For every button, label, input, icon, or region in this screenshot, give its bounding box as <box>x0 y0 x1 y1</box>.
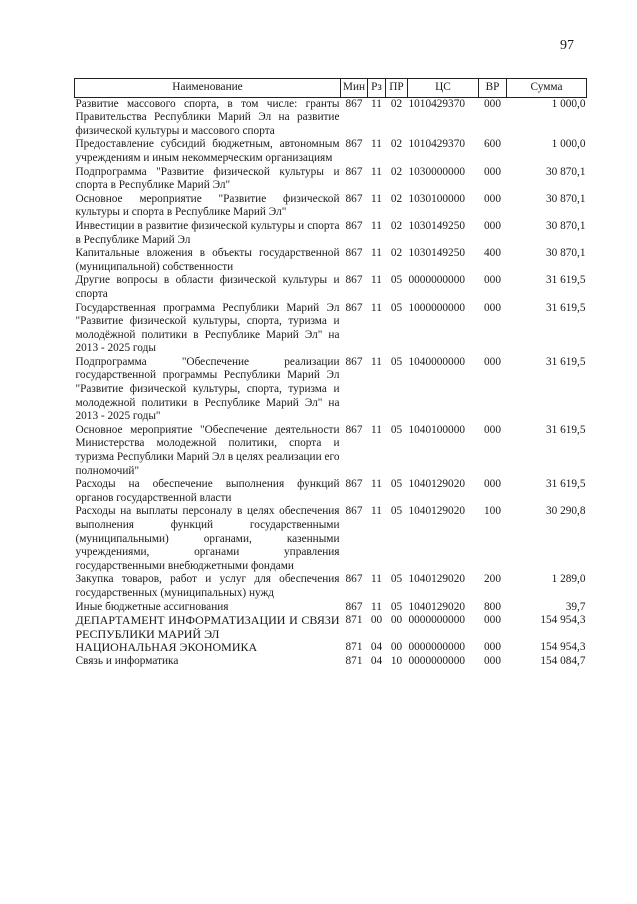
row-min: 867 <box>345 505 363 518</box>
row-pr: 05 <box>390 600 403 613</box>
row-vr: 000 <box>484 192 501 205</box>
row-pr: 05 <box>390 478 403 491</box>
row-rz: 11 <box>371 423 382 436</box>
header-min: Мин <box>341 79 368 98</box>
row-sum: 1 000,0 <box>551 138 586 151</box>
row-vr: 000 <box>484 614 501 627</box>
row-min: 871 <box>345 614 363 627</box>
header-rz: Рз <box>368 79 386 98</box>
row-name: Инвестиции в развитие физической культуры и спорта в Республике Марий Эл <box>75 219 340 246</box>
row-cs: 1010429370 <box>408 97 465 110</box>
row-min: 867 <box>345 423 363 436</box>
row-min: 867 <box>345 573 363 586</box>
row-rz: 00 <box>370 614 383 627</box>
row-vr: 600 <box>484 138 501 151</box>
row-pr: 02 <box>390 138 403 151</box>
row-pr: 00 <box>390 641 403 654</box>
row-name: Иные бюджетные ассигнования <box>75 600 229 613</box>
row-sum: 31 619,5 <box>545 301 586 314</box>
row-vr: 000 <box>484 219 501 232</box>
row-vr: 800 <box>484 600 501 613</box>
row-vr: 000 <box>484 301 501 314</box>
table-row <box>75 97 587 138</box>
table-header-row <box>75 79 587 98</box>
row-cs: 1030100000 <box>408 192 465 205</box>
row-name: Капитальные вложения в объекты государственной (муниципальной) собственности <box>75 247 340 273</box>
row-vr: 400 <box>484 247 501 260</box>
row-pr: 10 <box>390 654 403 667</box>
row-sum: 154 954,3 <box>540 641 586 654</box>
row-min: 867 <box>345 478 363 491</box>
table-row <box>75 302 587 356</box>
row-rz: 11 <box>371 573 382 586</box>
header-cs: ЦС <box>408 79 479 98</box>
row-name: Предоставление субсидий бюджетным, автономным учреждениям и иным некоммерческим организациям <box>75 138 340 164</box>
row-pr: 05 <box>390 301 403 314</box>
table-row <box>75 478 587 505</box>
row-rz: 04 <box>370 654 383 667</box>
row-vr: 000 <box>484 423 501 436</box>
row-pr: 02 <box>390 165 403 178</box>
row-pr: 02 <box>390 192 403 205</box>
header-pr: ПР <box>386 79 408 98</box>
row-cs: 1040100000 <box>408 423 465 436</box>
row-cs: 1040129020 <box>408 505 465 518</box>
row-min: 871 <box>345 641 363 654</box>
row-name: Подпрограмма "Обеспечение реализации государственной программы Республики Марий Эл "Развитие физической культуры, спорта, туризма и молодежной политики в Республике Марий Эл" на 2013 - 2025 годы" <box>75 355 340 423</box>
row-min: 871 <box>345 654 363 667</box>
row-sum: 31 619,5 <box>545 478 586 491</box>
row-vr: 000 <box>484 97 501 110</box>
row-rz: 11 <box>371 355 382 368</box>
table-row <box>75 655 587 669</box>
header-name: Наименование <box>75 79 341 98</box>
row-rz: 11 <box>371 247 382 260</box>
table-row <box>75 274 587 301</box>
table-row <box>75 166 587 193</box>
row-name: Основное мероприятие "Развитие физической культуры и спорта в Республике Марий Эл" <box>75 192 340 219</box>
row-cs: 0000000000 <box>408 274 465 287</box>
table-row <box>75 424 587 478</box>
row-min: 867 <box>345 97 363 110</box>
row-sum: 1 000,0 <box>551 97 586 110</box>
row-pr: 05 <box>390 274 403 287</box>
table-row <box>75 356 587 424</box>
row-sum: 154 084,7 <box>540 654 586 667</box>
row-rz: 04 <box>370 641 383 654</box>
table-row <box>75 138 587 165</box>
row-rz: 11 <box>371 219 382 232</box>
row-cs: 1010429370 <box>408 138 465 151</box>
row-sum: 30 870,1 <box>545 192 586 205</box>
row-cs: 1040129020 <box>408 600 465 613</box>
row-cs: 1040000000 <box>408 355 465 368</box>
row-pr: 02 <box>390 97 403 110</box>
row-sum: 1 289,0 <box>551 573 586 586</box>
row-min: 867 <box>345 247 363 260</box>
row-name: Связь и информатика <box>75 654 179 667</box>
row-pr: 05 <box>390 505 403 518</box>
row-cs: 0000000000 <box>408 654 465 667</box>
row-cs: 1030000000 <box>408 165 465 178</box>
row-name: НАЦИОНАЛЬНАЯ ЭКОНОМИКА <box>75 640 258 655</box>
row-name: Подпрограмма "Развитие физической культуры и спорта в Республике Марий Эл" <box>75 165 340 192</box>
row-min: 867 <box>345 274 363 287</box>
row-vr: 200 <box>484 573 501 586</box>
row-vr: 000 <box>484 274 501 287</box>
row-vr: 000 <box>484 165 501 178</box>
page-number: 97 <box>560 38 574 53</box>
row-sum: 39,7 <box>565 600 586 613</box>
row-sum: 154 954,3 <box>540 614 586 627</box>
row-sum: 31 619,5 <box>545 355 586 368</box>
table-row <box>75 601 587 615</box>
row-pr: 05 <box>390 355 403 368</box>
row-min: 867 <box>345 165 363 178</box>
row-vr: 100 <box>484 505 501 518</box>
table-row <box>75 614 587 641</box>
row-cs: 1030149250 <box>408 219 465 232</box>
row-name: Другие вопросы в области физической культуры и спорта <box>75 274 340 300</box>
row-rz: 11 <box>371 600 382 613</box>
row-rz: 11 <box>371 192 382 205</box>
row-rz: 11 <box>371 478 382 491</box>
row-vr: 000 <box>484 641 501 654</box>
row-cs: 1030149250 <box>408 247 465 260</box>
row-sum: 30 870,1 <box>545 165 586 178</box>
row-name: Государственная программа Республики Марий Эл "Развитие физической культуры, спорта, туризма и молодёжной политики в Республике Марий Эл" на 2013 - 2025 годы <box>75 301 340 355</box>
row-min: 867 <box>345 192 363 205</box>
row-name: Расходы на выплаты персоналу в целях обеспечения выполнения функций государственными (муниципальными) органами, казенными учреждениями, органами управления государственными внебюджетными фондами <box>75 505 340 572</box>
table-row <box>75 573 587 600</box>
row-name: Расходы на обеспечение выполнения функций органов государственной власти <box>75 478 340 504</box>
row-pr: 05 <box>390 423 403 436</box>
row-cs: 0000000000 <box>408 614 465 627</box>
row-name: Основное мероприятие "Обеспечение деятельности Министерства молодежной политики, спорта и туризма Республики Марий Эл в целях реализации его полномочий" <box>75 423 340 477</box>
budget-table <box>74 78 587 669</box>
row-name: ДЕПАРТАМЕНТ ИНФОРМАТИЗАЦИИ И СВЯЗИ РЕСПУБЛИКИ МАРИЙ ЭЛ <box>75 613 340 641</box>
row-vr: 000 <box>484 478 501 491</box>
row-cs: 0000000000 <box>408 641 465 654</box>
row-rz: 11 <box>371 138 382 151</box>
row-pr: 00 <box>390 614 403 627</box>
row-pr: 02 <box>390 247 403 260</box>
row-rz: 11 <box>371 301 382 314</box>
row-cs: 1000000000 <box>408 301 465 314</box>
row-pr: 02 <box>390 219 403 232</box>
row-sum: 30 870,1 <box>545 219 586 232</box>
row-min: 867 <box>345 138 363 151</box>
row-cs: 1040129020 <box>408 573 465 586</box>
row-vr: 000 <box>484 654 501 667</box>
row-rz: 11 <box>371 274 382 287</box>
row-vr: 000 <box>484 355 501 368</box>
row-rz: 11 <box>371 165 382 178</box>
row-pr: 05 <box>390 573 403 586</box>
table-row <box>75 641 587 655</box>
row-min: 867 <box>345 301 363 314</box>
row-min: 867 <box>345 355 363 368</box>
row-cs: 1040129020 <box>408 478 465 491</box>
table-row <box>75 220 587 247</box>
row-min: 867 <box>345 600 363 613</box>
row-sum: 31 619,5 <box>545 423 586 436</box>
row-sum: 30 870,1 <box>545 247 586 260</box>
table-row <box>75 505 587 573</box>
header-vr: ВР <box>479 79 507 98</box>
row-name: Развитие массового спорта, в том числе: гранты Правительства Республики Марий Эл на развитие физической культуры и массового спорта <box>75 97 340 137</box>
row-sum: 31 619,5 <box>545 274 586 287</box>
header-sum: Сумма <box>507 79 587 98</box>
row-min: 867 <box>345 219 363 232</box>
row-sum: 30 290,8 <box>545 505 586 518</box>
table-row <box>75 247 587 274</box>
row-rz: 11 <box>371 97 382 110</box>
table-row <box>75 193 587 220</box>
row-name: Закупка товаров, работ и услуг для обеспечения государственных (муниципальных) нужд <box>75 573 340 599</box>
row-rz: 11 <box>371 505 382 518</box>
